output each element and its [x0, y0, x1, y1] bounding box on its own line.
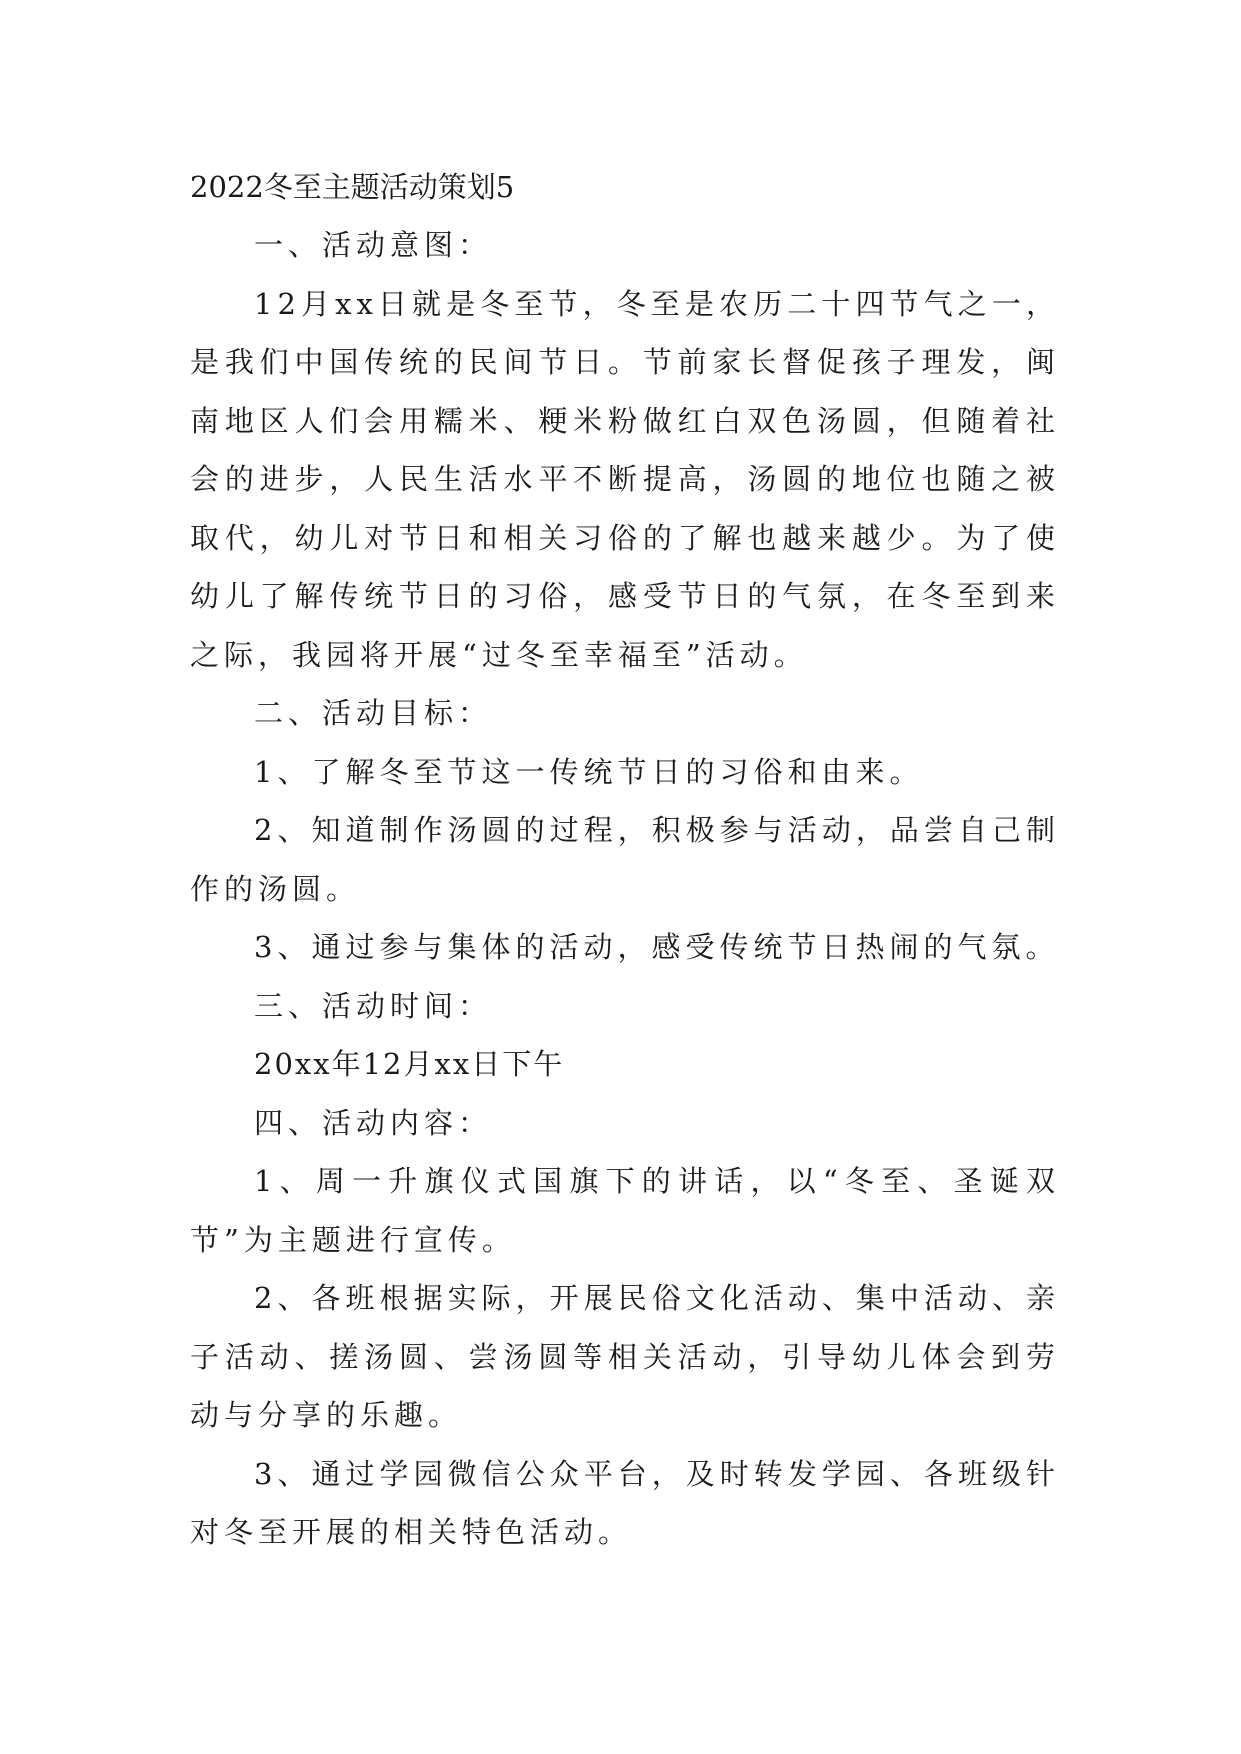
goal-item: 2、知道制作汤圆的过程，积极参与活动，品尝自己制作的汤圆。: [190, 813, 1060, 906]
document-title: 2022冬至主题活动策划5: [190, 170, 515, 204]
section-heading-goals: 二、活动目标：: [254, 696, 493, 730]
activity-time: 20xx年12月xx日下午: [254, 1047, 565, 1081]
goal-item: 1、了解冬至节这一传统节日的习俗和由来。: [254, 754, 924, 789]
section-heading-time: 三、活动时间：: [254, 988, 493, 1023]
content-item: 1、周一升旗仪式国旗下的讲话，以“冬至、圣诞双节”为主题进行宣传。: [190, 1164, 1060, 1257]
content-item: 2、各班根据实际，开展民俗文化活动、集中活动、亲子活动、搓汤圆、尝汤圆等相关活动，引导幼儿体会到劳动与分享的乐趣。: [190, 1281, 1060, 1432]
section-heading-content: 四、活动内容：: [254, 1105, 493, 1140]
content-item: 3、通过学园微信公众平台，及时转发学园、各班级针对冬至开展的相关特色活动。: [190, 1456, 1060, 1549]
section-heading-intent: 一、活动意图：: [254, 228, 493, 262]
goal-item: 3、通过参与集体的活动，感受传统节日热闹的气氛。: [254, 930, 1060, 964]
document-body: [190, 158, 1060, 1562]
intent-paragraph: 12月xx日就是冬至节，冬至是农历二十四节气之一，是我们中国传统的民间节日。节前家长督促孩子理发，闽南地区人们会用糯米、粳米粉做红白双色汤圆，但随着社会的进步，人民生活水平不断提高，汤圆的地位也随之被取代，幼儿对节日和相关习俗的了解也越来越少。为了使幼儿了解传统节日的习俗，感受节日的气氛，在冬至到来之际，我园将开展“过冬至幸福至”活动。: [190, 286, 1060, 672]
